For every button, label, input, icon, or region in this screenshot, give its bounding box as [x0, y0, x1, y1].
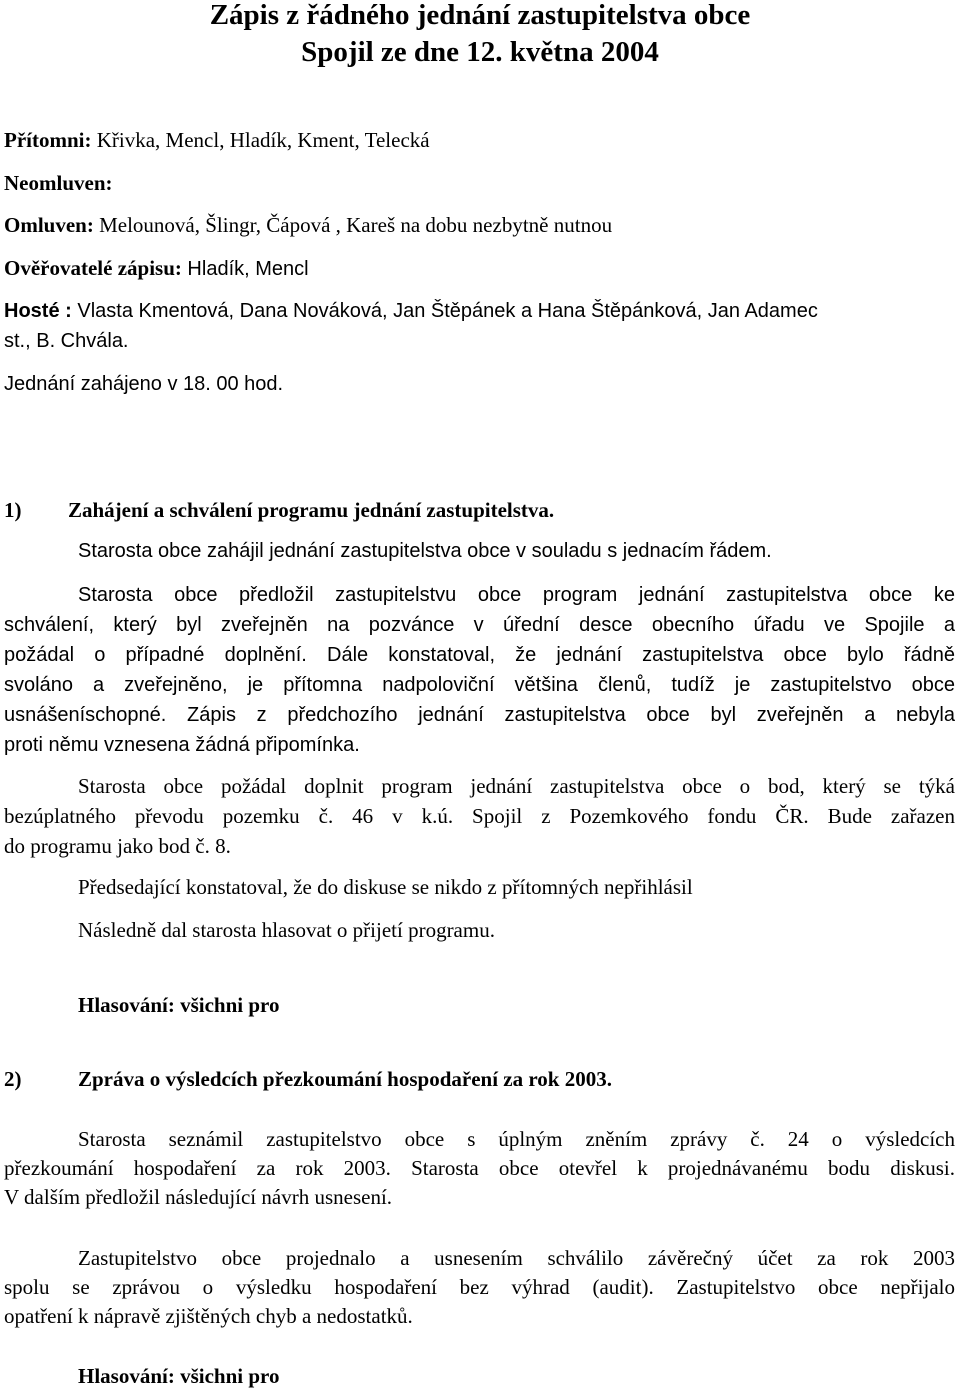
present-label: Přítomni:: [4, 128, 92, 152]
verifiers-label: Ověřovatelé zápisu:: [4, 256, 182, 280]
section-1-para-1-line-6: proti němu vznesena žádná připomínka.: [4, 734, 360, 756]
section-2-para-1-line-3: V dalším předložil následující návrh usnesení.: [4, 1185, 393, 1209]
document-title-line-1: Zápis z řádného jednání zastupitelstva obce: [209, 0, 751, 31]
section-2-heading: Zpráva o výsledcích přezkoumání hospodaření za rok 2003.: [78, 1067, 612, 1091]
section-1-number: 1): [4, 498, 22, 522]
excused-row: [4, 215, 612, 236]
section-1-opening: Starosta obce zahájil jednání zastupitelstva obce v souladu s jednacím řádem.: [78, 540, 772, 562]
document-title-line-2: Spojil ze dne 12. května 2004: [301, 36, 659, 68]
section-2-para-2-line-1: Zastupitelstvo obce projednalo a usnesením schválilo závěrečný účet za rok 2003: [78, 1246, 955, 1270]
section-1-para-2-line-3: do programu jako bod č. 8.: [4, 834, 231, 858]
section-1-para-2-line-2: bezúplatného převodu pozemku č. 46 v k.ú. Spojil z Pozemkového fondu ČR. Bude zařazen: [4, 804, 955, 828]
section-1-para-1-line-2: schválení, který byl zveřejněn na pozvánce v úřední desce obecního úřadu ve Spojile a: [4, 614, 955, 636]
present-value: Křivka, Mencl, Hladík, Kment, Telecká: [91, 128, 430, 152]
section-2-vote: Hlasování: všichni pro: [78, 1364, 280, 1388]
guests-value-line-2: st., B. Chvála.: [4, 330, 129, 352]
section-1-heading: Zahájení a schválení programu jednání zastupitelstva.: [68, 498, 555, 522]
section-1-para-1-line-4: svoláno a zveřejněno, je přítomna nadpoloviční většina členů, tudíž je zastupitelstvo obce: [4, 674, 955, 696]
guests-value-line-1: Vlasta Kmentová, Dana Nováková, Jan Štěpánek a Hana Štěpánková, Jan Adamec: [71, 300, 818, 322]
verifiers-row: [4, 258, 309, 279]
meeting-start: Jednání zahájeno v 18. 00 hod.: [4, 373, 284, 395]
present-row: [4, 130, 430, 151]
section-1-para-1-line-1: Starosta obce předložil zastupitelstvu obce program jednání zastupitelstva obce ke: [78, 584, 955, 606]
verifiers-value: Hladík, Mencl: [181, 258, 309, 280]
guests-row: [4, 301, 818, 321]
guests-label: Hosté :: [4, 300, 72, 322]
section-2-para-1-line-1: Starosta seznámil zastupitelstvo obce s úplným zněním zprávy č. 24 o výsledcích: [78, 1127, 955, 1151]
section-2-para-1-line-2: přezkoumání hospodaření za rok 2003. Starosta obce otevřel k projednávanému bodu diskusi.: [4, 1156, 955, 1180]
unexcused-label: Neomluven:: [4, 171, 113, 195]
section-1-para-2-line-1: Starosta obce požádal doplnit program jednání zastupitelstva obce o bod, který se týká: [78, 774, 955, 798]
section-1-vote-call: Následně dal starosta hlasovat o přijetí programu.: [78, 918, 495, 942]
section-1-vote: Hlasování: všichni pro: [78, 993, 280, 1017]
section-2-para-2-line-2: spolu se zprávou o výsledku hospodaření bez výhrad (audit). Zastupitelstvo obce nepřijalo: [4, 1275, 955, 1299]
section-1-para-1-line-3: požádal o případné doplnění. Dále konstatoval, že jednání zastupitelstva obce bylo řádně: [4, 644, 955, 666]
section-1-para-1-line-5: usnášeníschopné. Zápis z předchozího jednání zastupitelstva obce byl zveřejněn a nebyla: [4, 704, 955, 726]
excused-value: Melounová, Šlingr, Čápová , Kareš na dobu nezbytně nutnou: [93, 213, 613, 237]
section-2-number: 2): [4, 1067, 22, 1091]
section-1-discussion: Předsedající konstatoval, že do diskuse se nikdo z přítomných nepřihlásil: [78, 875, 693, 899]
section-2-para-2-line-3: opatření k nápravě zjištěných chyb a nedostatků.: [4, 1304, 413, 1328]
excused-label: Omluven:: [4, 213, 94, 237]
